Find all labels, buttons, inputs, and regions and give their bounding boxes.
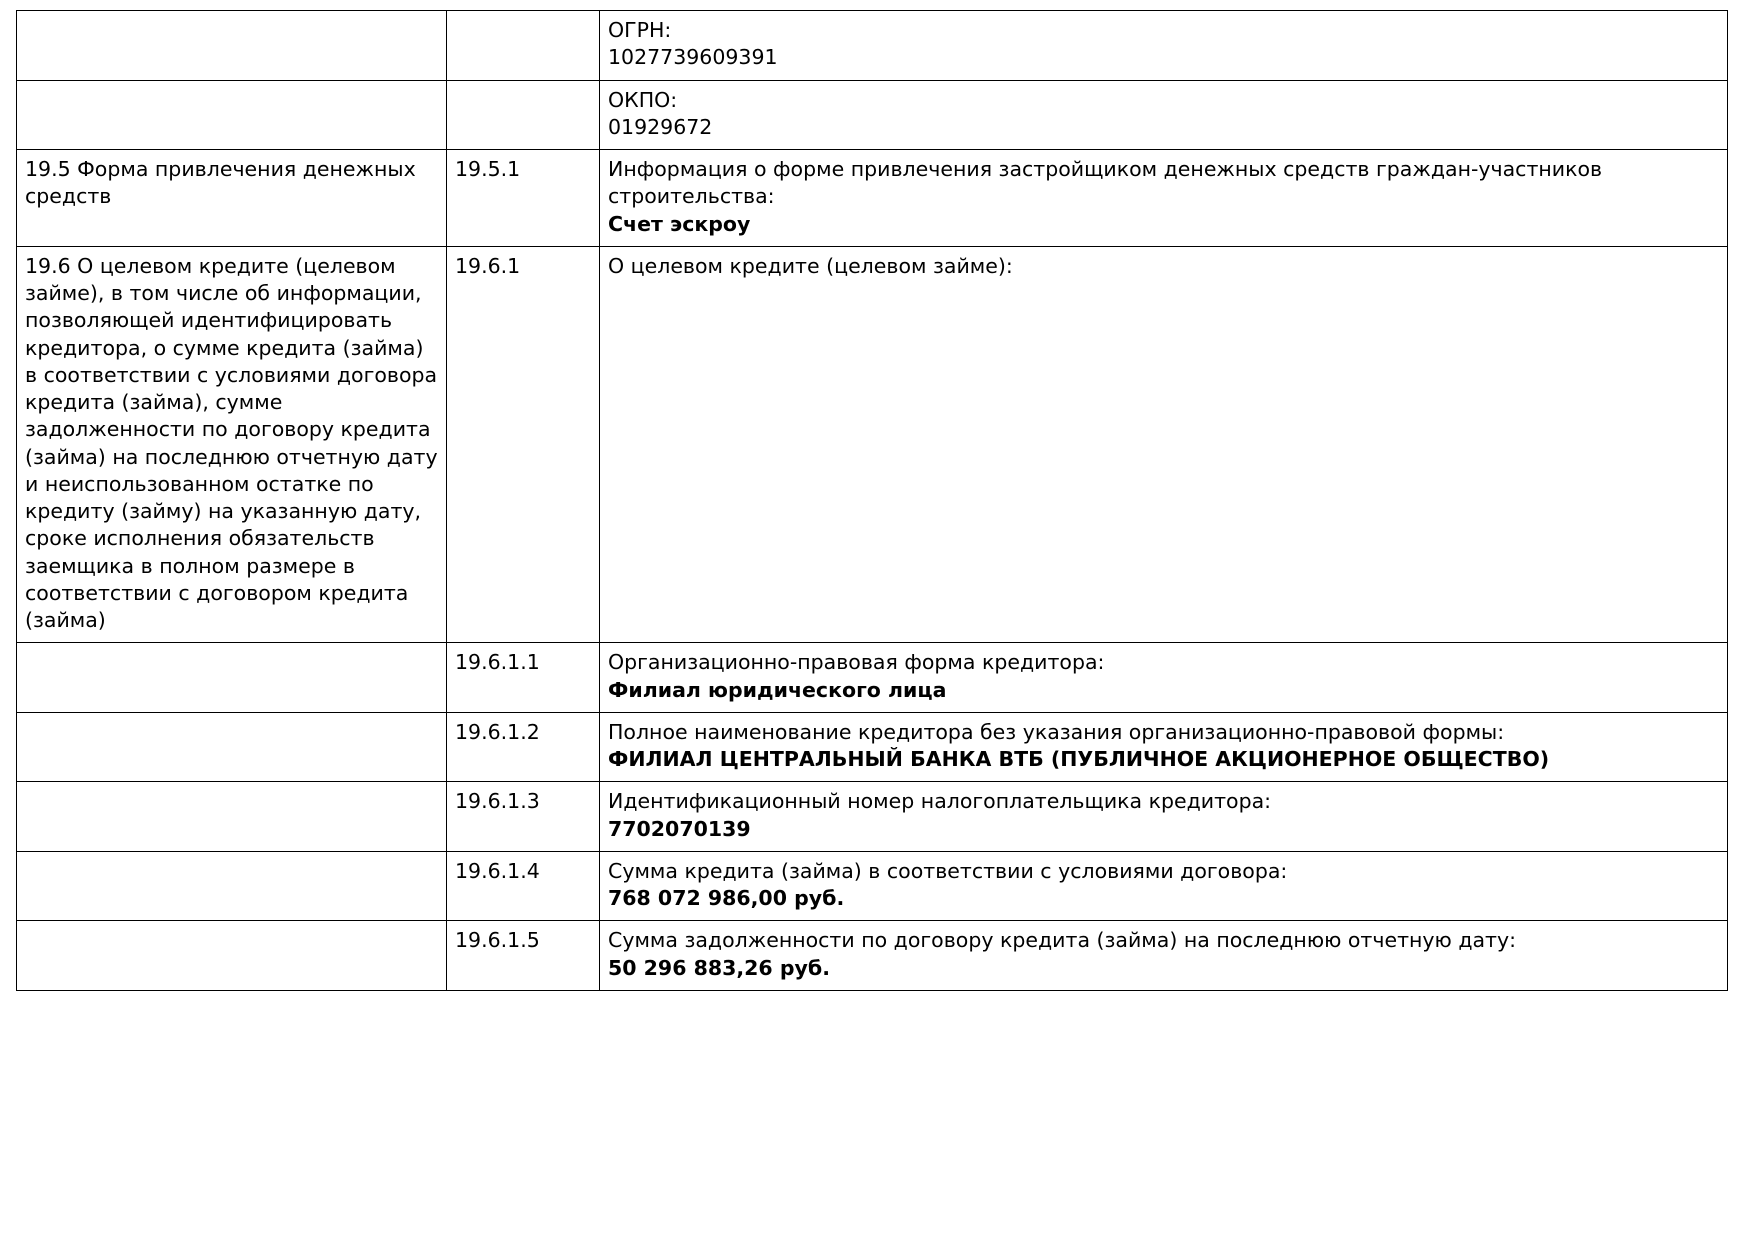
row-code: 19.6.1.5 (455, 928, 540, 953)
row-code-cell (447, 851, 600, 921)
row-value-cell (600, 643, 1728, 713)
row-code: 19.6.1.4 (455, 858, 540, 883)
row-caption: Информация о форме привлечения застройщиком денежных средств граждан-участников строительства: (608, 157, 1603, 209)
row-code-cell (447, 643, 600, 713)
row-value-cell (600, 246, 1728, 643)
row-value: Филиал юридического лица (608, 677, 947, 702)
row-value-cell (600, 782, 1728, 852)
row-caption: Идентификационный номер налогоплательщика кредитора: (608, 789, 1272, 814)
table-row (17, 246, 1728, 643)
row-code: 19.6.1.1 (455, 650, 540, 675)
row-caption: ОКПО: (608, 87, 678, 112)
row-value-cell (600, 921, 1728, 991)
row-value-cell (600, 851, 1728, 921)
row-label-cell (17, 921, 447, 991)
row-label-cell (17, 80, 447, 150)
table-row (17, 643, 1728, 713)
row-label-cell (17, 712, 447, 782)
row-code: 19.6.1 (455, 253, 521, 278)
row-code: 19.5.1 (455, 157, 521, 181)
row-code-cell (447, 150, 600, 247)
row-label-cell (17, 643, 447, 713)
row-label-cell (17, 246, 447, 643)
row-code-cell (447, 246, 600, 643)
row-code-cell (447, 712, 600, 782)
row-caption: Полное наименование кредитора без указания организационно-правовой формы: (608, 719, 1505, 744)
row-value-cell (600, 80, 1728, 150)
row-code: 19.6.1.2 (455, 719, 540, 744)
row-value: 768 072 986,00 руб. (608, 886, 845, 910)
row-caption: О целевом кредите (целевом займе): (608, 253, 1013, 278)
row-value: 7702070139 (608, 816, 751, 841)
row-caption: Организационно-правовая форма кредитора: (608, 650, 1105, 675)
table-row (17, 712, 1728, 782)
row-code-cell (447, 782, 600, 852)
row-code-cell (447, 921, 600, 991)
table-row (17, 11, 1728, 81)
row-value-cell (600, 712, 1728, 782)
row-value: Счет эскроу (608, 211, 751, 236)
table-row (17, 80, 1728, 150)
row-label-cell (17, 782, 447, 852)
row-value: ФИЛИАЛ ЦЕНТРАЛЬНЫЙ БАНКА ВТБ (ПУБЛИЧНОЕ АКЦИОНЕРНОЕ ОБЩЕСТВО) (608, 747, 1550, 771)
row-label-cell (17, 150, 447, 247)
row-caption: Сумма кредита (займа) в соответствии с условиями договора: (608, 858, 1288, 883)
row-label: 19.5 Форма привлечения денежных средств (25, 157, 416, 209)
row-label-cell (17, 851, 447, 921)
row-caption: ОГРН: (608, 18, 672, 42)
developer-info-table (16, 10, 1728, 991)
table-row (17, 921, 1728, 991)
row-value-cell (600, 150, 1728, 247)
row-caption: Сумма задолженности по договору кредита (займа) на последнюю отчетную дату: (608, 928, 1517, 953)
row-value: 01929672 (608, 114, 713, 139)
row-code: 19.6.1.3 (455, 789, 540, 814)
row-label: 19.6 О целевом кредите (целевом займе), в том числе об информации, позволяющей идентифицировать кредитора, о сумме кредита (займа) в соответствии с условиями договора кредита (займа), сумме задолженности по договору кредита (займа) на последнюю отчетную дату и неиспользованном остатке по кредиту (займу) на указанную дату, сроке исполнения обязательств заемщика в полном размере в соответствии с договором кредита (займа) (25, 253, 438, 632)
row-value: 50 296 883,26 руб. (608, 955, 830, 980)
row-code-cell (447, 11, 600, 81)
row-value-cell (600, 11, 1728, 81)
row-code-cell (447, 80, 600, 150)
row-value: 1027739609391 (608, 45, 778, 70)
table-row (17, 782, 1728, 852)
table-row (17, 851, 1728, 921)
row-label-cell (17, 11, 447, 81)
table-row (17, 150, 1728, 247)
